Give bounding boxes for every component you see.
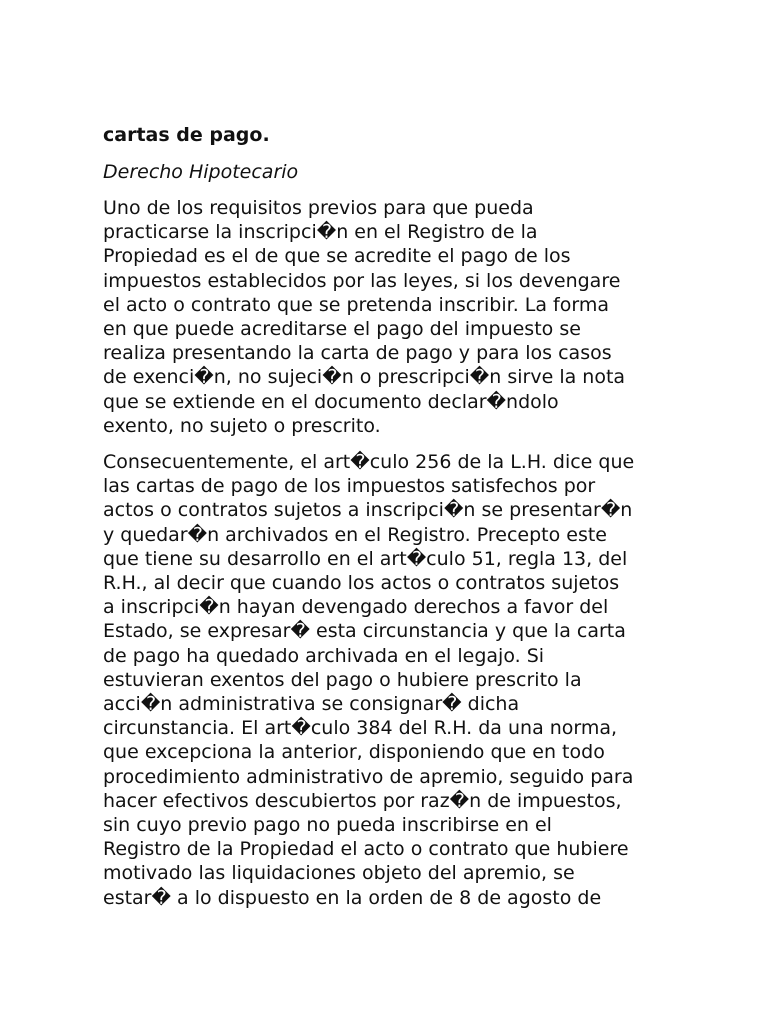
paragraph-2: [103, 450, 671, 910]
paragraph-line: practicarse la inscripci�n en el Registro de la: [103, 221, 538, 244]
paragraph-line: estuvieran exentos del pago o hubiere prescrito la: [103, 668, 582, 691]
document-subtitle: Derecho Hipotecario: [103, 161, 299, 183]
paragraph-line: circunstancia. El art�culo 384 del R.H. da una norma,: [103, 717, 618, 740]
paragraph-line: Registro de la Propiedad el acto o contrato que hubiere: [103, 838, 629, 861]
paragraph-line: de exenci�n, no sujeci�n o prescripci�n sirve la nota: [103, 366, 626, 389]
paragraph-line: Uno de los requisitos previos para que pueda: [103, 197, 534, 219]
paragraph-1: [103, 196, 671, 438]
paragraph-line: a inscripci�n hayan devengado derechos a favor del: [103, 596, 609, 619]
paragraph-line: el acto o contrato que se pretenda inscribir. La forma: [103, 293, 609, 316]
paragraph-line: motivado las liquidaciones objeto del apremio, se: [103, 862, 575, 885]
paragraph-line: en que puede acreditarse el pago del impuesto se: [103, 318, 581, 341]
paragraph-line: realiza presentando la carta de pago y para los casos: [103, 342, 612, 365]
paragraph-line: Estado, se expresar� esta circunstancia y que la carta: [103, 620, 626, 643]
paragraph-line: las cartas de pago de los impuestos satisfechos por: [103, 475, 596, 498]
paragraph-line: que tiene su desarrollo en el art�culo 51, regla 13, del: [103, 547, 628, 570]
paragraph-line: de pago ha quedado archivada en el legajo. Si: [103, 644, 545, 667]
paragraph-line: exento, no sujeto o prescrito.: [103, 414, 381, 437]
paragraph-line: Consecuentemente, el art�culo 256 de la L.H. dice que: [103, 451, 635, 474]
paragraph-line: acci�n administrativa se consignar� dicha: [103, 693, 520, 716]
paragraph-line: impuestos establecidos por las leyes, si los devengare: [103, 269, 621, 292]
document-body: [103, 122, 671, 922]
paragraph-line: que se extiende en el documento declar�ndolo: [103, 390, 559, 413]
paragraph-line: hacer efectivos descubiertos por raz�n de impuestos,: [103, 789, 622, 812]
paragraph-line: R.H., al decir que cuando los actos o contratos sujetos: [103, 572, 620, 595]
paragraph-line: que excepciona la anterior, disponiendo que en todo: [103, 741, 605, 764]
document-title: cartas de pago.: [103, 124, 270, 146]
paragraph-line: sin cuyo previo pago no pueda inscribirse en el: [103, 814, 552, 837]
paragraph-line: estar� a lo dispuesto en la orden de 8 de agosto de: [103, 886, 602, 909]
paragraph-line: actos o contratos sujetos a inscripci�n se presentar�n: [103, 499, 633, 522]
paragraph-line: Propiedad es el de que se acredite el pago de los: [103, 245, 571, 268]
paragraph-line: y quedar�n archivados en el Registro. Precepto este: [103, 523, 607, 546]
paragraph-line: procedimiento administrativo de apremio, seguido para: [103, 765, 634, 788]
